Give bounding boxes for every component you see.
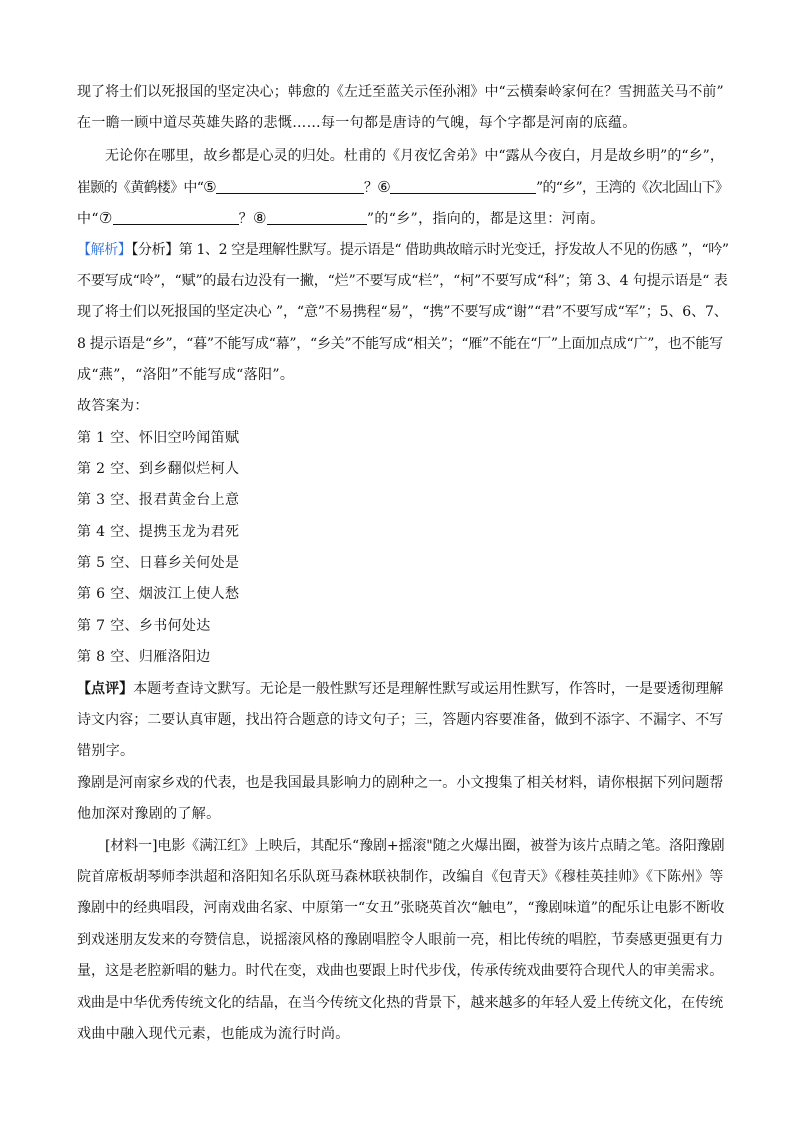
blank-number-6: ⑥ [377, 178, 390, 196]
answer-blank-8[interactable] [267, 210, 367, 225]
fill-in-line [77, 204, 729, 232]
answer-item: 第 5 空、日暮乡关何处是 [77, 555, 240, 571]
analysis-line: 成“燕”，“洛阳”不能写成“落阳”。 [77, 367, 295, 383]
comment-tag: 【点评】 [77, 681, 134, 697]
blank-number-7: ⑦ [98, 209, 113, 227]
comment-line: 错别字。 [77, 743, 135, 759]
passage-text: ？ [238, 211, 254, 227]
answer-item: 第 1 空、怀旧空吟闻笛赋 [77, 430, 240, 446]
material-line: [材料一]电影《满江红》上映后，其配乐“豫剧+摇滚"随之火爆出圈，被誉为该片点睛之笔。洛阳豫剧 [105, 838, 725, 854]
analysis-line: 现了将士们以死报国的坚定决心 ”，“意”不易携程“易”，“携”不要写成“谢”“君”不要写成“军”；5、6、7、 [77, 304, 728, 320]
blank-number-8: ⑧ [253, 209, 267, 227]
passage-text: ？ [363, 180, 378, 196]
passage-text: 中“ [77, 211, 99, 227]
material-line: 豫剧中的经典唱段，河南戏曲名家、中原第一“女丑”张晓英首次“触电”，“豫剧味道”的配乐让电影不断收 [77, 900, 725, 916]
passage-text: ”的“乡”，王湾的《次北固山下》 [535, 180, 729, 196]
passage-line: 无论你在哪里，故乡都是心灵的归处。杜甫的《月夜忆舍弟》中“露从今夜白，月是故乡明”的“乡”， [105, 148, 724, 164]
analysis-line: 不要写成“呤”，“赋”的最右边没有一撇，“烂”不要写成“栏”，“柯”不要写成“科”；第 3、4 句提示语是“ 表 [77, 273, 728, 289]
analysis-line [77, 236, 729, 264]
answer-blank-6[interactable] [390, 179, 536, 194]
analysis-line: 8 提示语是“乡”，“暮”不能写成“幕”，“乡关”不能写成“相关”；“雁”不能在“厂”上面加点成“广”，也不能写 [77, 336, 723, 352]
material-line: 戏曲是中华优秀传统文化的结晶，在当今传统文化热的背景下，越来越多的年轻人爱上传统文化，在传统 [77, 995, 724, 1011]
material-line: 戏曲中融入现代元素，也能成为流行时尚。 [77, 1026, 350, 1042]
answer-blank-7[interactable] [113, 210, 239, 225]
passage-text: 崔颢的《黄鹤楼》中“ [77, 180, 204, 196]
comment-line: 诗文内容；二要认真审题，找出符合题意的诗文句子；三，答题内容要准备，做到不添字、不漏字、不写 [77, 712, 724, 728]
comment-line [77, 675, 729, 703]
material-line: 院首席板胡琴师李洪超和洛阳知名乐队斑马森林联袂制作，改编自《包青天》《穆桂英挂帅》《下陈州》等 [77, 869, 724, 885]
passage-line: 现了将士们以死报国的坚定决心；韩愈的《左迁至蓝关示侄孙湘》中“云横秦岭家何在？雪拥蓝关马不前” [77, 84, 724, 100]
answer-item: 第 2 空、到乡翻似烂柯人 [77, 461, 240, 477]
blank-number-5: ⑤ [203, 178, 216, 196]
material-line: 到戏迷朋友发来的夸赞信息，说摇滚风格的豫剧唱腔令人眼前一亮，相比传统的唱腔，节奏感更强更有力 [77, 932, 724, 948]
answer-item: 第 8 空、归雁洛阳边 [77, 649, 211, 665]
analysis-text: 【分析】第 1、2 空是理解性默写。提示语是“ 借助典故暗示时光变迁，抒发故人不见的伤感 ”，“吟” [131, 242, 729, 258]
answer-blank-5[interactable] [216, 179, 364, 194]
analysis-tag: 【解析】 [77, 242, 132, 258]
passage-line: 在一瞻一顾中道尽英雄失路的悲慨……每一句都是唐诗的气魄，每个字都是河南的底蕴。 [77, 115, 637, 131]
question-line: 他加深对豫剧的了解。 [77, 806, 221, 822]
answer-item: 第 4 空、提携玉龙为君死 [77, 524, 240, 540]
material-line: 量，这是老腔新唱的魅力。时代在变，戏曲也要跟上时代步伐，传承传统戏曲要符合现代人的审美需求。 [77, 963, 724, 979]
answer-item: 第 7 空、乡书何处达 [77, 618, 211, 634]
answer-item: 第 6 空、烟波江上使人愁 [77, 586, 240, 602]
question-line: 豫剧是河南家乡戏的代表，也是我国最具影响力的剧种之一。小文搜集了相关材料，请你根据下列问题帮 [77, 775, 724, 791]
fill-in-line [77, 173, 729, 201]
comment-text: 本题考查诗文默写。无论是一般性默写还是理解性默写或运用性默写，作答时，一是要透彻理解 [133, 681, 724, 697]
answer-item: 第 3 空、报君黄金台上意 [77, 492, 240, 508]
passage-text: ”的“乡”，指向的，都是这里：河南。 [366, 211, 605, 227]
answers-intro: 故答案为： [77, 398, 149, 414]
